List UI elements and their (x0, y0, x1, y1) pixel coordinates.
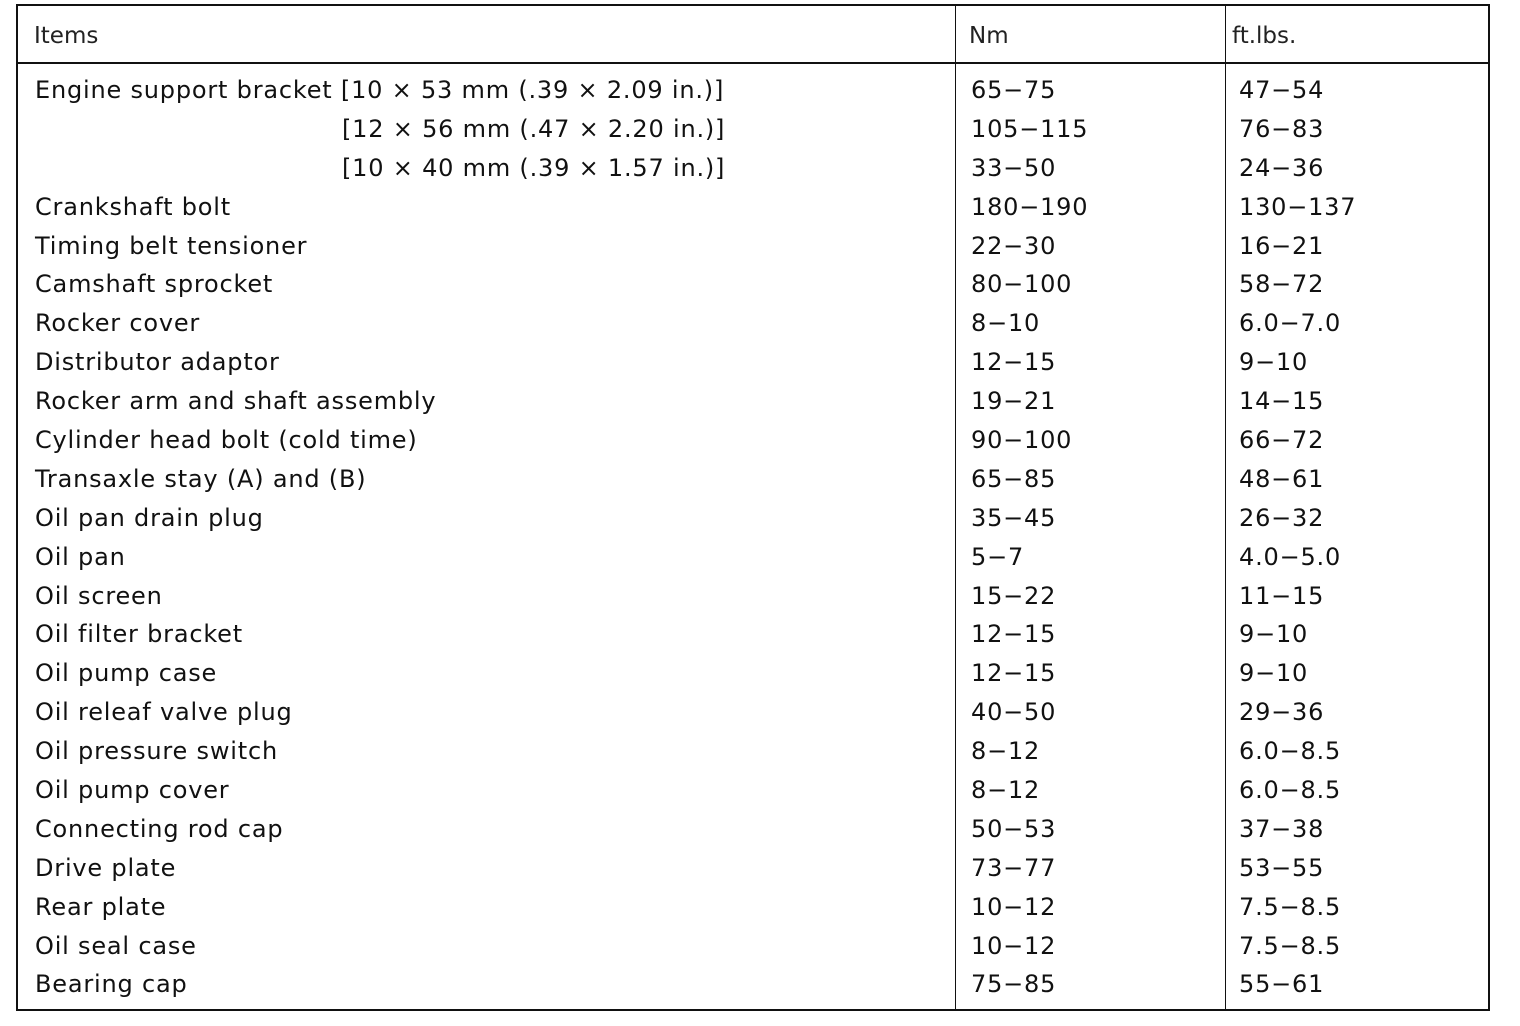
item-cell: Cylinder head bolt (cold time) (35, 426, 418, 455)
ftlbs-cell: 16−21 (1239, 231, 1325, 260)
ftlbs-cell: 76−83 (1239, 114, 1325, 143)
nm-cell: 65−85 (971, 464, 1057, 493)
nm-cell: 40−50 (971, 698, 1057, 727)
nm-cell: 35−45 (971, 503, 1057, 532)
ftlbs-cell: 6.0−8.5 (1239, 737, 1342, 766)
ftlbs-cell: 6.0−8.5 (1239, 776, 1342, 805)
table-row (18, 382, 1488, 421)
ftlbs-cell: 66−72 (1239, 426, 1325, 455)
nm-cell: 19−21 (971, 387, 1057, 416)
table-row (18, 149, 1488, 188)
ftlbs-cell: 24−36 (1239, 153, 1325, 182)
table-row (18, 615, 1488, 654)
nm-cell: 73−77 (971, 853, 1057, 882)
nm-cell: 22−30 (971, 231, 1057, 260)
table-row (18, 927, 1488, 966)
item-cell: [10 × 40 mm (.39 × 1.57 in.)] (342, 153, 726, 182)
item-cell: Oil pump cover (35, 776, 230, 805)
table-row (18, 343, 1488, 382)
nm-cell: 10−12 (971, 931, 1057, 960)
item-cell: Rocker arm and shaft assembly (35, 387, 437, 416)
item-cell: Oil pump case (35, 659, 218, 688)
table-row (18, 110, 1488, 149)
ftlbs-cell: 6.0−7.0 (1239, 309, 1342, 338)
table-row (18, 538, 1488, 577)
table-row (18, 71, 1488, 110)
nm-cell: 8−12 (971, 776, 1041, 805)
table-row (18, 265, 1488, 304)
column-header-nm: Nm (969, 23, 1009, 49)
table-row (18, 965, 1488, 1004)
table-row (18, 577, 1488, 616)
item-cell: Oil pressure switch (35, 737, 278, 766)
table-row (18, 732, 1488, 771)
nm-cell: 12−15 (971, 348, 1057, 377)
item-cell: Camshaft sprocket (35, 270, 274, 299)
ftlbs-cell: 9−10 (1239, 620, 1309, 649)
item-cell: Distributor adaptor (35, 348, 280, 377)
ftlbs-cell: 48−61 (1239, 464, 1325, 493)
nm-cell: 180−190 (971, 192, 1089, 221)
ftlbs-cell: 11−15 (1239, 581, 1325, 610)
torque-spec-table (16, 4, 1490, 1011)
nm-cell: 65−75 (971, 76, 1057, 104)
nm-cell: 50−53 (971, 814, 1057, 843)
table-row (18, 654, 1488, 693)
nm-cell: 15−22 (971, 581, 1057, 610)
ftlbs-cell: 37−38 (1239, 814, 1325, 843)
table-row (18, 499, 1488, 538)
item-cell: Drive plate (35, 853, 177, 882)
ftlbs-cell: 4.0−5.0 (1239, 542, 1342, 571)
nm-cell: 12−15 (971, 620, 1057, 649)
column-header-items: Items (34, 23, 99, 49)
item-cell: Oil filter bracket (35, 620, 243, 649)
ftlbs-cell: 7.5−8.5 (1239, 892, 1342, 921)
ftlbs-cell: 53−55 (1239, 853, 1325, 882)
nm-cell: 33−50 (971, 153, 1057, 182)
item-cell: Oil screen (35, 581, 163, 610)
item-cell: Oil seal case (35, 931, 197, 960)
table-row (18, 693, 1488, 732)
ftlbs-cell: 9−10 (1239, 348, 1309, 377)
table-row (18, 849, 1488, 888)
ftlbs-cell: 26−32 (1239, 503, 1325, 532)
item-cell: [12 × 56 mm (.47 × 2.20 in.)] (342, 114, 726, 143)
item-cell: Rocker cover (35, 309, 201, 338)
header-divider (18, 62, 1488, 64)
table-body (18, 71, 1488, 1004)
nm-cell: 5−7 (971, 542, 1025, 571)
item-cell: Oil pan drain plug (35, 503, 264, 532)
nm-cell: 75−85 (971, 970, 1057, 999)
ftlbs-cell: 47−54 (1239, 76, 1325, 104)
item-cell: Oil releaf valve plug (35, 698, 293, 727)
item-cell: Engine support bracket [10 × 53 mm (.39 × 2.09 in.)] (35, 76, 725, 104)
item-cell: Rear plate (35, 892, 167, 921)
item-cell: Transaxle stay (A) and (B) (35, 464, 367, 493)
nm-cell: 80−100 (971, 270, 1073, 299)
nm-cell: 90−100 (971, 426, 1073, 455)
table-row (18, 888, 1488, 927)
item-cell: Bearing cap (35, 970, 188, 999)
nm-cell: 8−12 (971, 737, 1041, 766)
ftlbs-cell: 29−36 (1239, 698, 1325, 727)
nm-cell: 8−10 (971, 309, 1041, 338)
table-row (18, 304, 1488, 343)
column-header-ftlbs: ft.lbs. (1232, 23, 1297, 49)
table-row (18, 771, 1488, 810)
table-row (18, 227, 1488, 266)
nm-cell: 10−12 (971, 892, 1057, 921)
ftlbs-cell: 55−61 (1239, 970, 1325, 999)
table-row (18, 421, 1488, 460)
nm-cell: 105−115 (971, 114, 1089, 143)
ftlbs-cell: 58−72 (1239, 270, 1325, 299)
ftlbs-cell: 130−137 (1239, 192, 1357, 221)
item-cell: Crankshaft bolt (35, 192, 231, 221)
item-cell: Oil pan (35, 542, 126, 571)
nm-cell: 12−15 (971, 659, 1057, 688)
table-row (18, 810, 1488, 849)
item-cell: Connecting rod cap (35, 814, 284, 843)
ftlbs-cell: 9−10 (1239, 659, 1309, 688)
item-cell: Timing belt tensioner (35, 231, 308, 260)
ftlbs-cell: 14−15 (1239, 387, 1325, 416)
ftlbs-cell: 7.5−8.5 (1239, 931, 1342, 960)
table-row (18, 460, 1488, 499)
table-row (18, 188, 1488, 227)
